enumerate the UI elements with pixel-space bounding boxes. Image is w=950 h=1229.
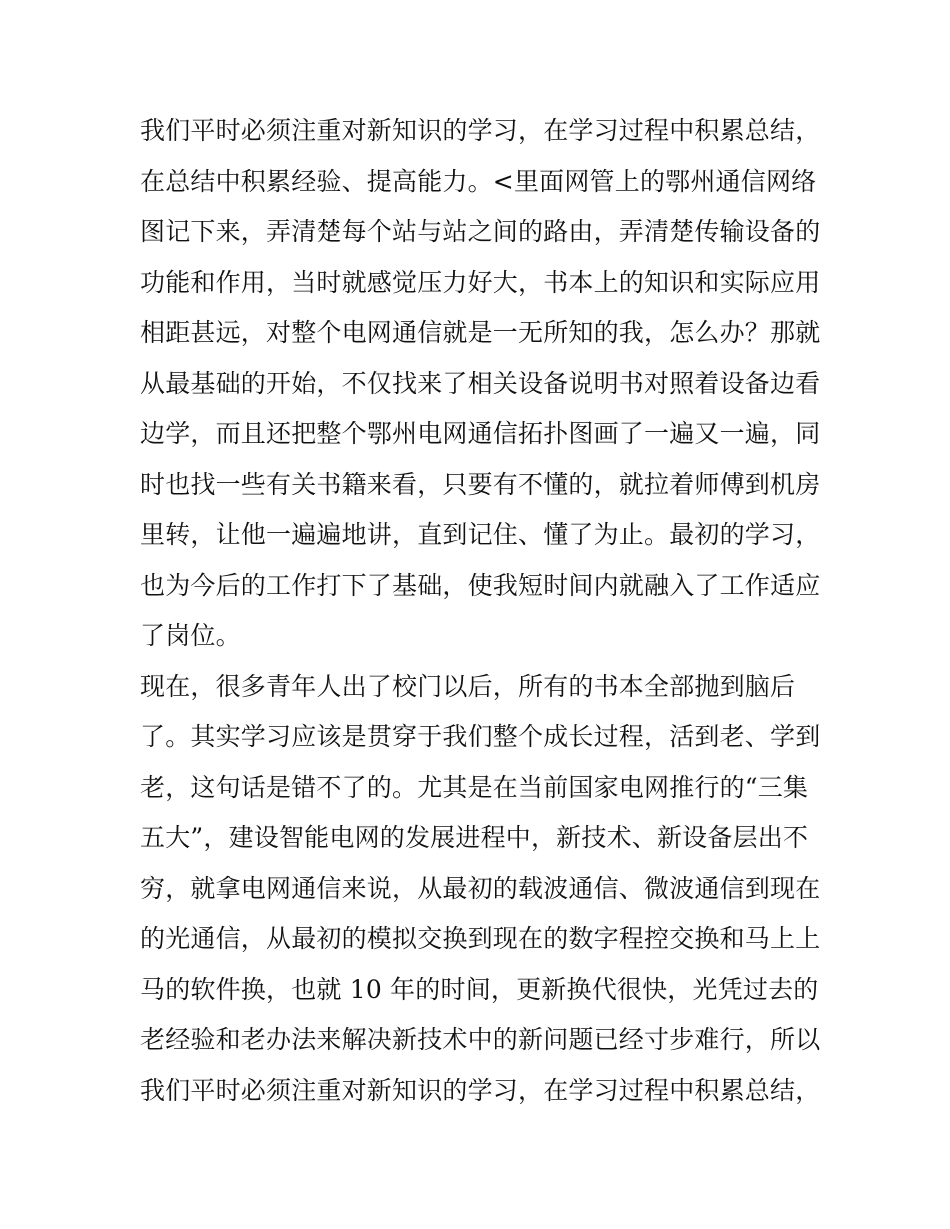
text-line: 老，这句话是错不了的。尤其是在当前国家电网推行的“三集: [140, 772, 809, 802]
text-line: 我们平时必须注重对新知识的学习，在学习过程中积累总结，: [140, 116, 821, 145]
text-line: 相距甚远，对整个电网通信就是一无所知的我，怎么办？那就: [140, 318, 821, 347]
text-line: 我们平时必须注重对新知识的学习，在学习过程中积累总结，: [140, 1075, 821, 1105]
text-line: 边学，而且还把整个鄂州电网通信拓扑图画了一遍又一遍，同: [140, 419, 821, 448]
text-line: 穷，就拿电网通信来说，从最初的载波通信、微波通信到现在: [140, 873, 821, 903]
text-line: 时也找一些有关书籍来看，只要有不懂的，就拉着师傅到机房: [140, 469, 821, 499]
text-line: 五大”，建设智能电网的发展进程中，新技术、新设备层出不: [140, 823, 809, 852]
text-line: 了岗位。: [140, 621, 241, 650]
text-line: 也为今后的工作打下了基础，使我短时间内就融入了工作适应: [140, 570, 821, 600]
text-line: 从最基础的开始，不仅找来了相关设备说明书对照着设备边看: [140, 368, 821, 398]
text-line: 在总结中积累经验、提高能力。<里面网管上的鄂州通信网络: [140, 166, 817, 196]
text-line: 图记下来，弄清楚每个站与站之间的路由，弄清楚传输设备的: [140, 217, 821, 246]
document-body: [140, 106, 820, 1116]
text-line: 里转，让他一遍遍地讲，直到记住、懂了为止。最初的学习，: [140, 520, 821, 549]
text-line: 现在，很多青年人出了校门以后，所有的书本全部抛到脑后: [140, 671, 796, 701]
text-line: 功能和作用，当时就感觉压力好大，书本上的知识和实际应用: [140, 267, 821, 297]
text-line: 老经验和老办法来解决新技术中的新问题已经寸步难行，所以: [140, 1025, 821, 1054]
text-line: 马的软件换，也就 10 年的时间，更新换代很快，光凭过去的: [140, 974, 819, 1004]
text-line: 了。其实学习应该是贯穿于我们整个成长过程，活到老、学到: [140, 722, 821, 751]
text-line: 的光通信，从最初的模拟交换到现在的数字程控交换和马上上: [140, 924, 821, 953]
